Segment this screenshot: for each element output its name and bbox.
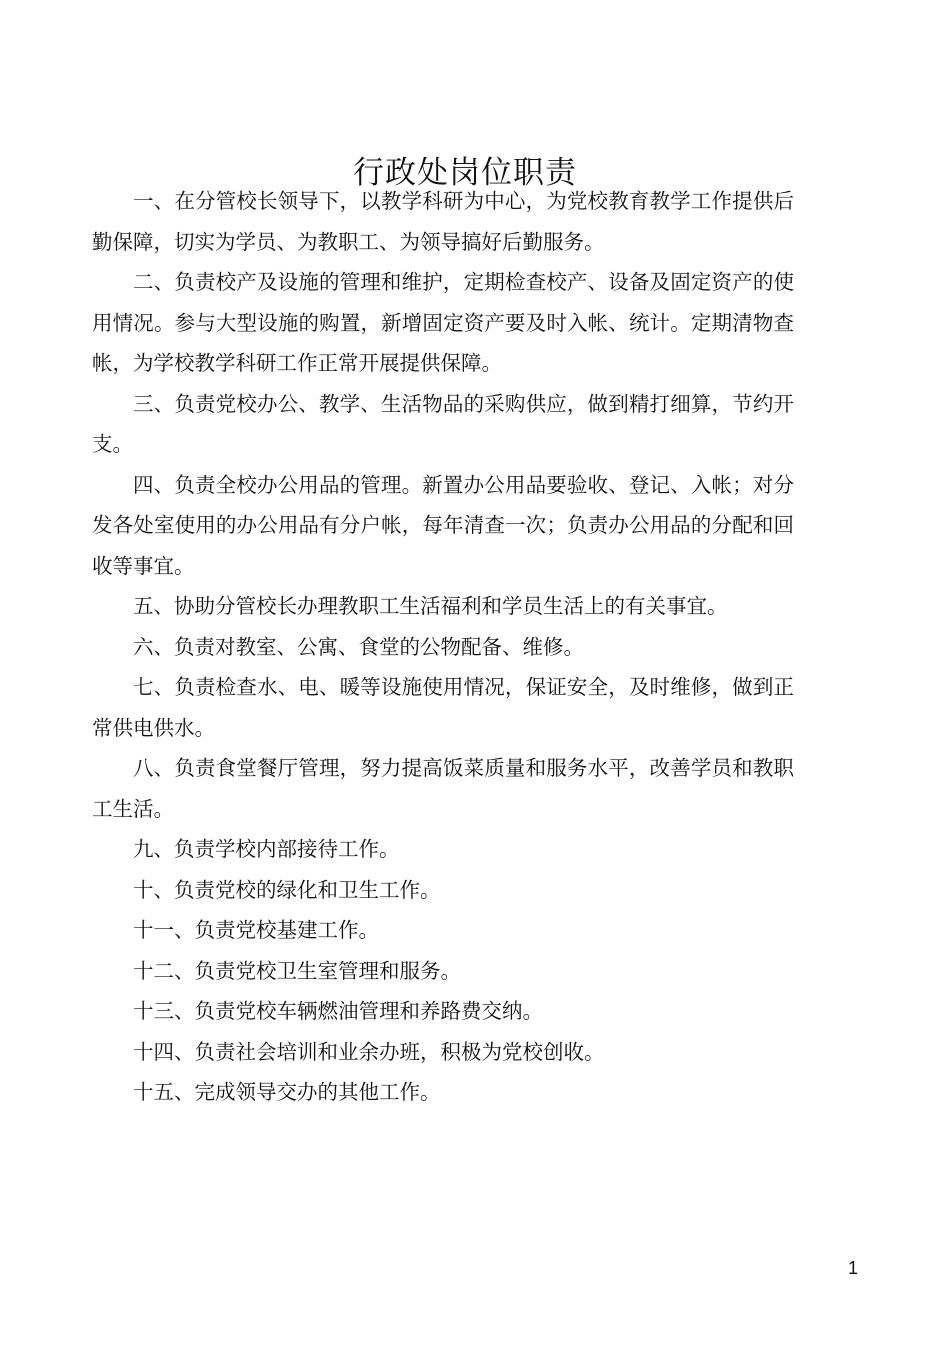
duty-paragraph-6: 六、负责对教室、公寓、食堂的公物配备、维修。 bbox=[133, 634, 584, 659]
duty-paragraph-12: 十二、负责党校卫生室管理和服务。 bbox=[133, 958, 461, 983]
duty-paragraph-15: 十五、完成领导交办的其他工作。 bbox=[133, 1080, 441, 1104]
document-body bbox=[92, 181, 794, 1113]
duty-paragraph-10: 十、负责党校的绿化和卫生工作。 bbox=[133, 877, 441, 902]
duty-paragraph-14: 十四、负责社会培训和业余办班，积极为党校创收。 bbox=[133, 1039, 605, 1064]
page-number: 1 bbox=[847, 1258, 858, 1278]
duty-paragraph-13: 十三、负责党校车辆燃油管理和养路费交纳。 bbox=[133, 999, 543, 1023]
duty-paragraph-5: 五、协助分管校长办理教职工生活福利和学员生活上的有关事宜。 bbox=[133, 594, 728, 618]
document-title: 行政处岗位职责 bbox=[353, 154, 577, 191]
duty-paragraph-7: 七、负责检查水、电、暖等设施使用情况，保证安全，及时维修，做到正常供电供水。 bbox=[92, 675, 794, 740]
duty-paragraph-4: 四、负责全校办公用品的管理。新置办公用品要验收、登记、入帐；对分发各处室使用的办公用品有分户帐，每年清查一次；负责办公用品的分配和回收等事宜。 bbox=[92, 472, 794, 578]
duty-paragraph-3: 三、负责党校办公、教学、生活物品的采购供应，做到精打细算，节约开支。 bbox=[92, 391, 794, 456]
duty-paragraph-8: 八、负责食堂餐厅管理，努力提高饭菜质量和服务水平，改善学员和教职工生活。 bbox=[92, 756, 794, 821]
duty-paragraph-11: 十一、负责党校基建工作。 bbox=[133, 918, 379, 942]
duty-paragraph-2: 二、负责校产及设施的管理和维护，定期检查校产、设备及固定资产的使用情况。参与大型设施的购置，新增固定资产要及时入帐、统计。定期清物查帐，为学校教学科研工作正常开展提供保障。 bbox=[92, 270, 794, 375]
duty-paragraph-9: 九、负责学校内部接待工作。 bbox=[133, 837, 400, 861]
duty-paragraph-1: 一、在分管校长领导下，以教学科研为中心，为党校教育教学工作提供后勤保障，切实为学员、为教职工、为领导搞好后勤服务。 bbox=[92, 189, 794, 254]
